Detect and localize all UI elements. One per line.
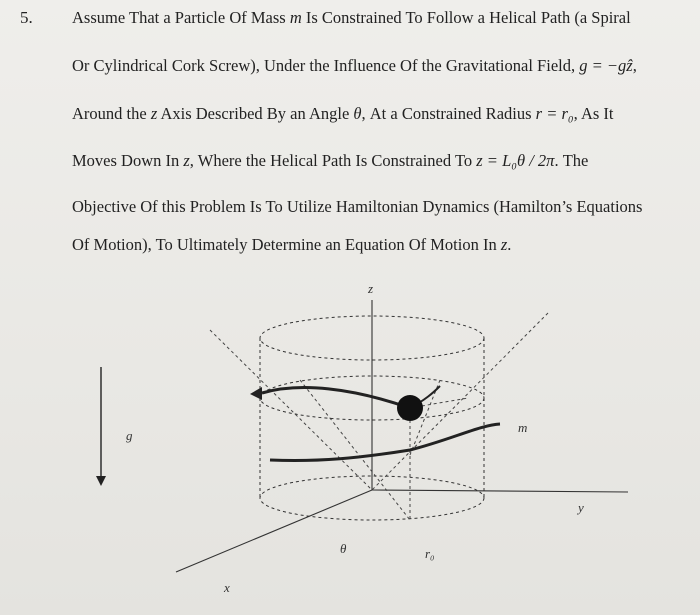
radius-label: r₀ [425, 546, 435, 561]
text-segment: . The [554, 151, 589, 170]
math-z: z [150, 104, 158, 123]
text-segment: , Where the Helical Path Is Constrained To [189, 151, 477, 170]
text-segment: Around the [72, 104, 151, 123]
helix-path-upper [262, 388, 410, 408]
text-segment: , As It [573, 104, 614, 123]
text-segment: . [507, 235, 512, 254]
text-segment: , [632, 56, 637, 75]
angle-label: θ [340, 541, 347, 556]
x-axis [176, 490, 372, 572]
helix-path-lower [270, 424, 500, 461]
x-axis-label: x [224, 580, 230, 595]
math-gravity-field: g = −gẑ [579, 56, 633, 75]
math-z: z [500, 235, 508, 254]
helix-arrowhead [250, 387, 262, 400]
y-axis [372, 490, 628, 492]
text-segment: Axis Described By an Angle [157, 104, 354, 123]
gravity-label: g [126, 428, 133, 443]
text-segment: Moves Down In [72, 151, 184, 170]
cone-line-right [372, 313, 548, 490]
math-helix-constraint: z = L₀θ / 2π [476, 151, 555, 170]
mass-label: m [518, 420, 528, 435]
math-theta: θ [353, 104, 362, 123]
gravity-arrowhead [96, 476, 106, 486]
text-segment: Assume That a Particle Of Mass [72, 8, 290, 27]
y-axis-label: y [578, 500, 584, 515]
text-segment: Is Constrained To Follow a Helical Path (a Spiral [301, 8, 631, 27]
math-z: z [183, 151, 190, 170]
inner-dashed-1 [300, 380, 410, 520]
particle-mass [397, 395, 423, 421]
problem-number: 5. [20, 8, 33, 27]
math-radius: r = r₀ [535, 104, 574, 123]
cone-line-left [210, 330, 372, 490]
text-segment: Or Cylindrical Cork Screw), Under the Influence Of the Gravitational Field, [72, 56, 580, 75]
text-segment: Objective Of this Problem Is To Utilize Hamiltonian Dynamics (Hamilton’s Equations [72, 197, 643, 216]
math-mass: m [289, 8, 302, 27]
text-segment: , At a Constrained Radius [361, 104, 536, 123]
z-axis-label: z [368, 281, 374, 296]
text-segment: Of Motion), To Ultimately Determine an Equation Of Motion In [72, 235, 501, 254]
